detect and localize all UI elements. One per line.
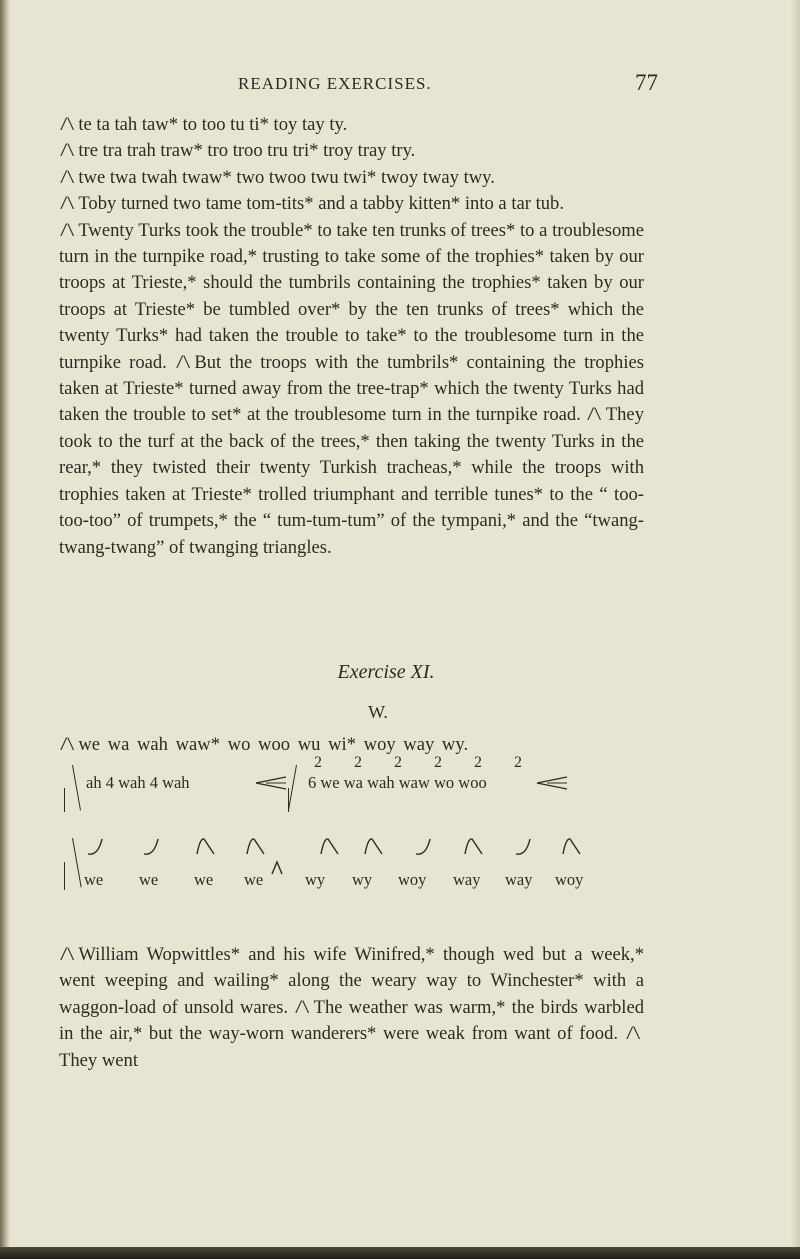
drill-bar-mid xyxy=(288,765,297,811)
caret-mark: /\ xyxy=(60,140,75,162)
intro-text xyxy=(59,112,644,561)
paragraph-turks-text-1: Twenty Turks took the trouble* to take ten trunks of trees* to a troublesome turn in the turnpike road,* trusting to take some of the trophies* taken by our troops at Trieste,* should the tumbrils containing the trophies* taken by our troops at Trieste* be tumbled over* by the ten trunks of trees* which the twenty Turks* had taken the trouble to take* to the troublesome turn in the turnpike road. xyxy=(59,219,644,373)
paragraph-turks-text-3: They took to the turf at the back of the trees,* then taking the twenty Turks in the rear,* they twisted their twenty Turkish tracheas,* while the troops with trophies taken at Trieste* trolled triumphant and terrible tunes* to the “ too-too-too” of trumpets,* the “ tum-tum-tum” of the tympani,* and the “twang-twang-twang” of twanging triangles. xyxy=(59,404,644,558)
drill2-word: way xyxy=(505,870,533,889)
page-number: 77 xyxy=(635,70,658,95)
page-header xyxy=(238,70,658,102)
falling-inflection-icon xyxy=(244,836,266,858)
caret-mark: /\ xyxy=(60,734,75,755)
rising-inflection-icon xyxy=(514,836,534,858)
running-title: READING EXERCISES. xyxy=(238,74,432,93)
drill1-numbers: 2 2 2 2 2 2 xyxy=(314,754,536,771)
paragraph-william-text-2: The weather was warm,* the birds warbled in the air,* but the way-worn wanderers* were weak from want of food. xyxy=(59,996,645,1045)
rising-inflection-icon xyxy=(86,836,106,858)
drill-bar-mid-inner xyxy=(288,788,289,812)
paragraph-william-text-3: They went xyxy=(59,1049,138,1071)
syllable-line-text: twe twa twah twaw* two twoo twu twi* twoy tway twy. xyxy=(78,166,495,188)
caret-mark-icon xyxy=(270,860,284,876)
drill2-word: we xyxy=(194,870,214,889)
paragraph-toby-text: Toby turned two tame tom-tits* and a tabby kitten* into a tar tub. xyxy=(78,193,564,215)
drill2-word: we xyxy=(84,870,104,889)
syllable-line-text: tre tra trah traw* tro troo tru tri* troy tray try. xyxy=(78,140,416,162)
syllable-line-text: te ta tah taw* to too tu ti* toy tay ty. xyxy=(78,114,348,135)
drill2-word: wy xyxy=(305,870,326,889)
drill2-word: woy xyxy=(398,870,427,889)
book-spine-shadow xyxy=(0,0,10,1259)
caret-mark: /\ xyxy=(60,193,75,215)
page-edge xyxy=(790,0,800,1259)
syllable-line-text: we wa wah waw* wo woo wu wi* woy way wy. xyxy=(78,734,469,755)
caret-mark: /\ xyxy=(60,944,75,965)
paragraph-toby xyxy=(59,191,644,217)
drill2-bar-left-inner xyxy=(64,862,65,890)
paragraph-turks xyxy=(59,218,644,561)
drill2-word: wy xyxy=(352,870,373,889)
drill2-word: way xyxy=(453,870,481,889)
paragraph-william-body xyxy=(59,942,644,1074)
caret-mark: /\ xyxy=(60,219,75,241)
drill-bar-left-inner xyxy=(64,788,65,812)
drill1-right-text: 6 we wa wah waw wo woo xyxy=(308,773,487,792)
drill2-word: we xyxy=(244,870,264,889)
crescendo-icon xyxy=(254,776,288,790)
caret-mark: /\ xyxy=(587,404,602,426)
drill2-word: we xyxy=(139,870,159,889)
crescendo-icon xyxy=(535,776,569,790)
caret-mark: /\ xyxy=(295,996,310,1018)
caret-mark: /\ xyxy=(60,114,75,135)
drill2-bar-left xyxy=(72,838,82,887)
paragraph-william-text-1: William Wopwittles* and his wife Winifred,* though wed but a week,* went weeping and wailing* along the weary way to Winchester* with a waggon-load of unsold wares. xyxy=(59,944,644,1018)
rising-inflection-icon xyxy=(414,836,434,858)
falling-inflection-icon xyxy=(318,836,340,858)
exercise-letter: W. xyxy=(368,702,388,722)
rising-inflection-icon xyxy=(142,836,162,858)
bottom-edge-shadow xyxy=(0,1247,800,1259)
drill-bar-left xyxy=(72,765,81,811)
caret-mark: /\ xyxy=(625,1023,640,1045)
syllable-line-tre xyxy=(59,138,644,164)
paragraph-william xyxy=(59,942,644,1074)
caret-mark: /\ xyxy=(60,166,75,188)
exercise-title: Exercise XI. xyxy=(337,661,435,683)
syllable-line-twe xyxy=(59,165,644,191)
drill2-word: woy xyxy=(555,870,584,889)
syllable-line-te xyxy=(59,112,644,138)
paragraph-turks-text-2: But the troops with the tumbrils* containing the trophies taken at Trieste* turned away from the tree-trap* which the twenty Turks had taken the trouble to set* at the troublesome turn in the turnpike road. xyxy=(59,351,644,426)
falling-inflection-icon xyxy=(462,836,484,858)
falling-inflection-icon xyxy=(362,836,384,858)
drill1-left-text: ah 4 wah 4 wah xyxy=(86,773,190,792)
caret-mark: /\ xyxy=(176,351,191,373)
falling-inflection-icon xyxy=(194,836,216,858)
falling-inflection-icon xyxy=(560,836,582,858)
